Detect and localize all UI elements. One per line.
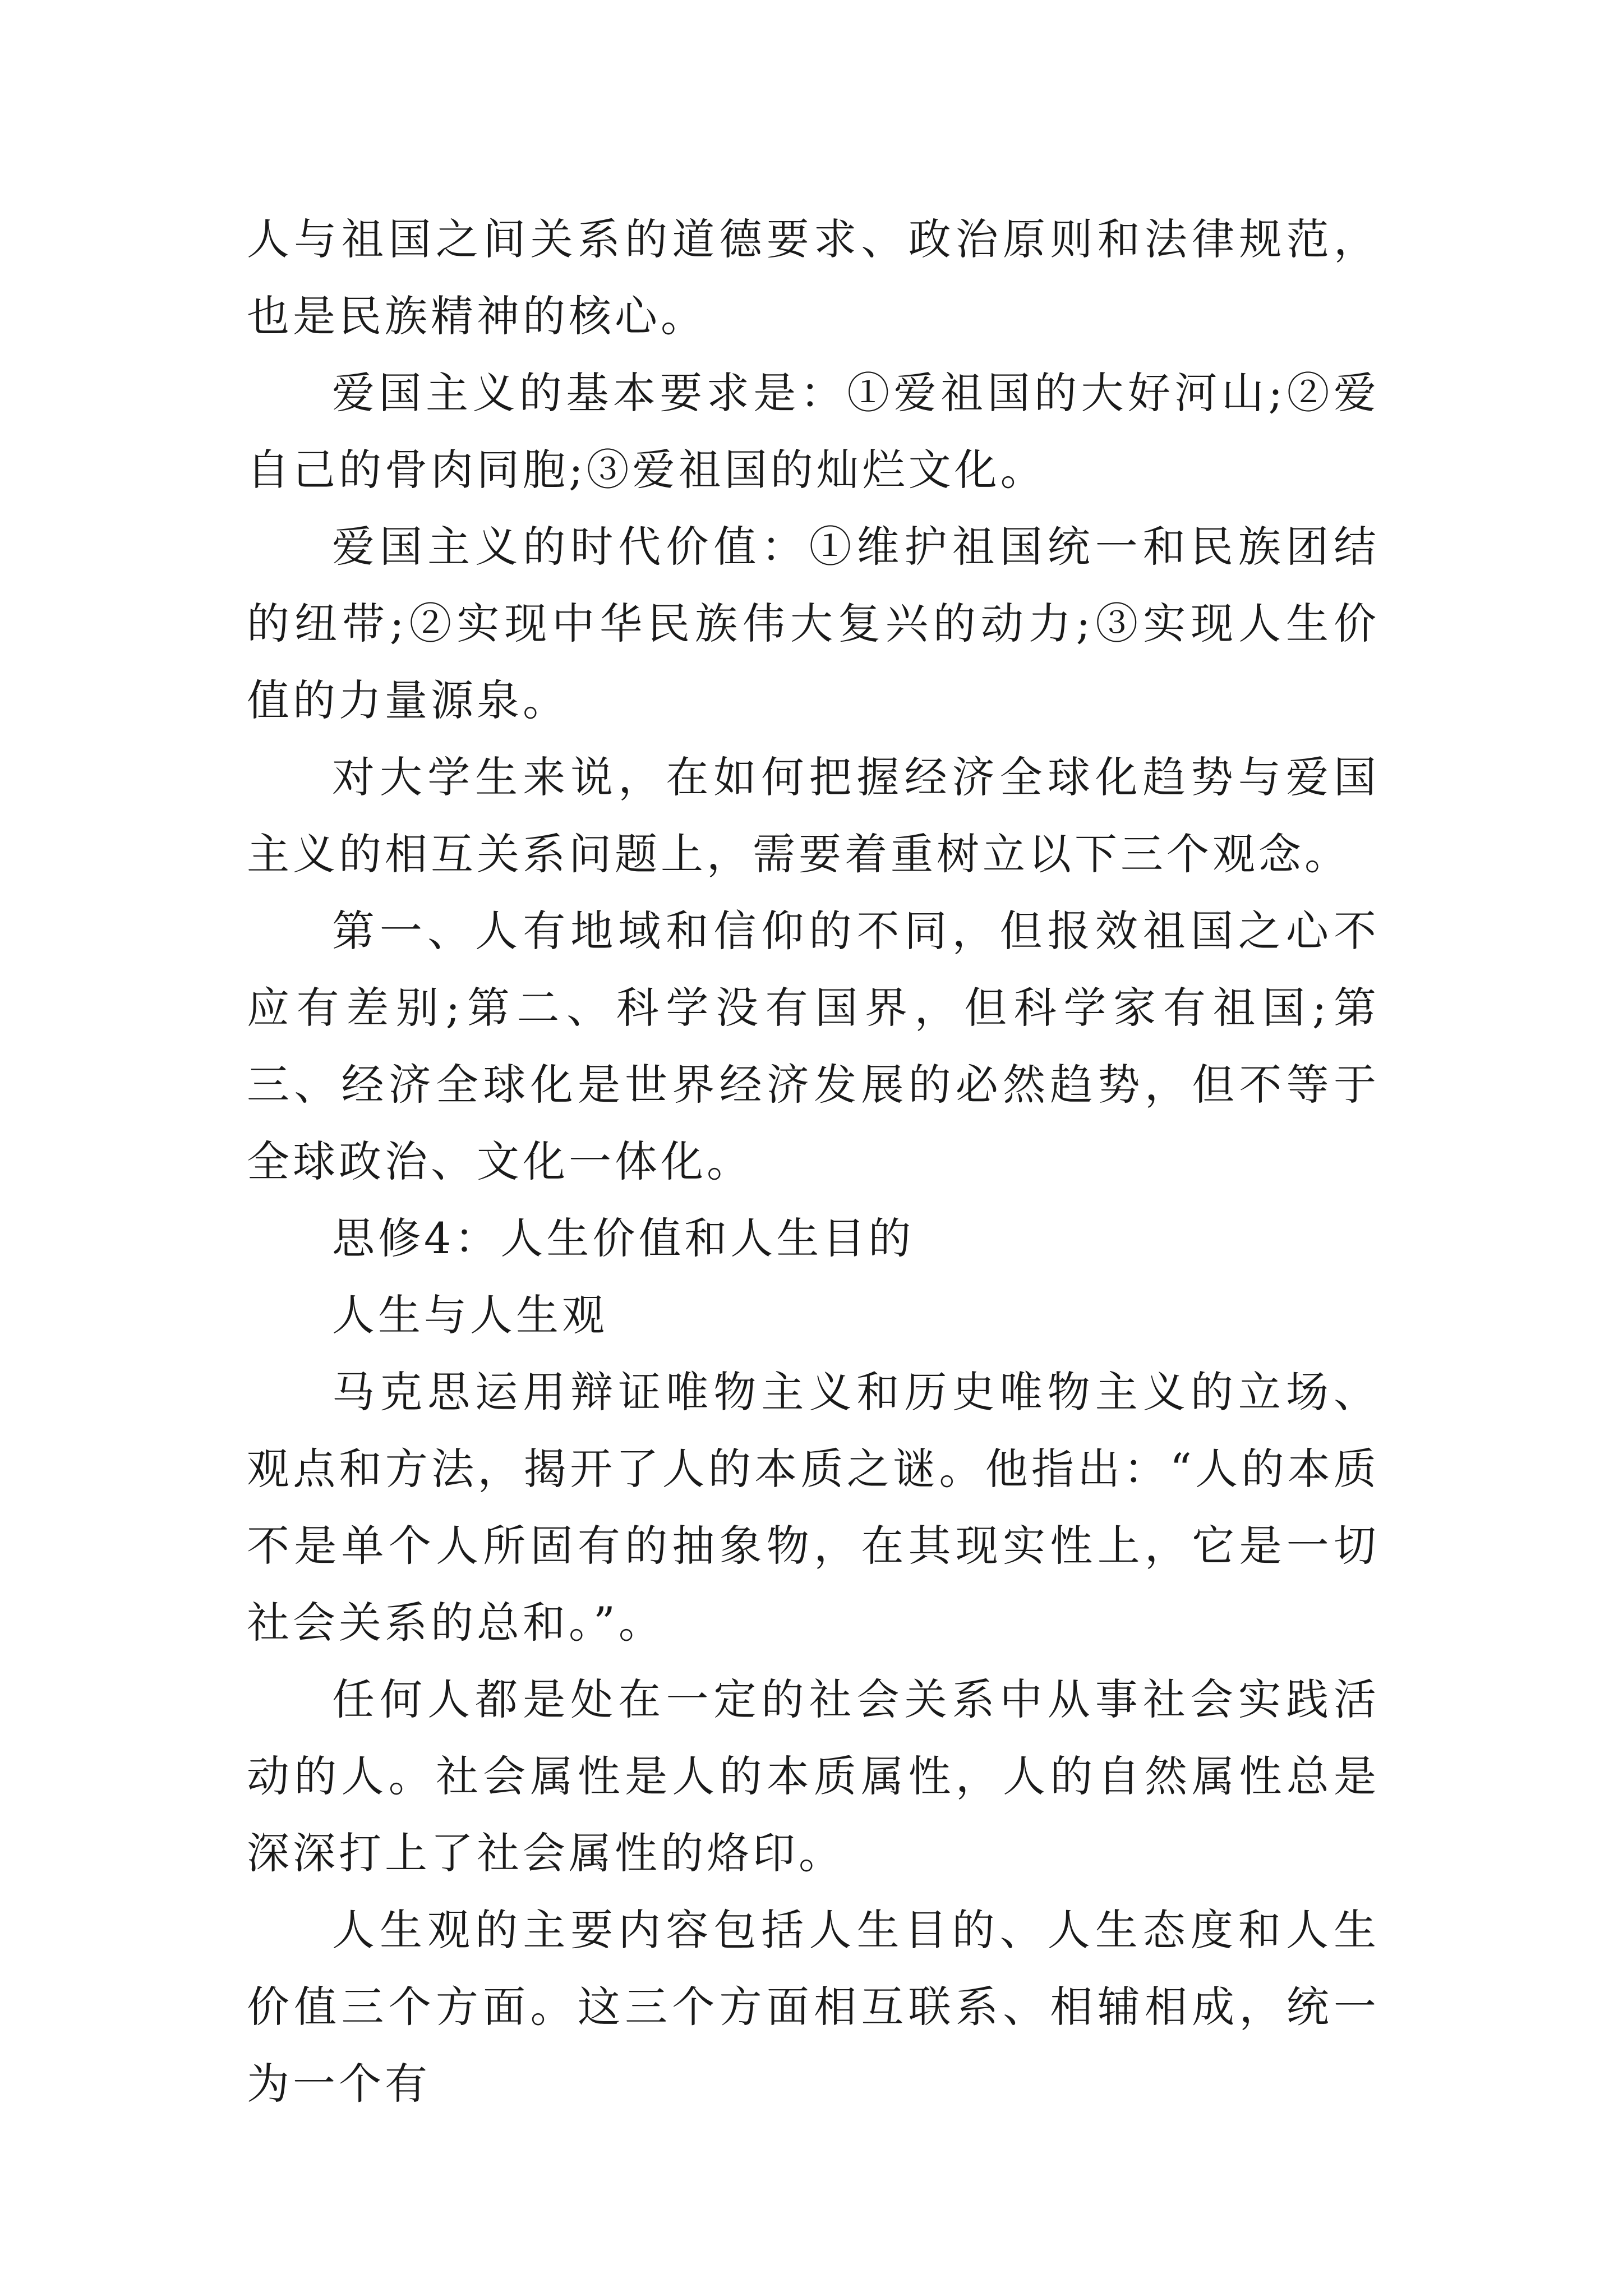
- paragraph: 第一、人有地域和信仰的不同，但报效祖国之心不应有差别;第二、科学没有国界，但科学家有祖国;第三、经济全球化是世界经济发展的必然趋势，但不等于全球政治、文化一体化。: [247, 906, 1380, 1186]
- paragraph: 人生观的主要内容包括人生目的、人生态度和人生价值三个方面。这三个方面相互联系、相辅相成，统一为一个有: [247, 1905, 1380, 2109]
- paragraph: 任何人都是处在一定的社会关系中从事社会实践活动的人。社会属性是人的本质属性，人的自然属性总是深深打上了社会属性的烙印。: [247, 1674, 1380, 1878]
- section-heading: 思修4：人生价值和人生目的: [332, 1213, 915, 1263]
- paragraph: 马克思运用辩证唯物主义和历史唯物主义的立场、观点和方法，揭开了人的本质之谜。他指出：“人的本质不是单个人所固有的抽象物，在其现实性上，它是一切社会关系的总和。”。: [247, 1367, 1380, 1648]
- subsection-heading: 人生与人生观: [332, 1290, 608, 1340]
- paragraph: 爱国主义的时代价值：①维护祖国统一和民族团结的纽带;②实现中华民族伟大复兴的动力;③实现人生价值的力量源泉。: [247, 522, 1380, 725]
- paragraph: 爱国主义的基本要求是：①爱祖国的大好河山;②爱自己的骨肉同胞;③爱祖国的灿烂文化。: [247, 368, 1380, 495]
- paragraph: 对大学生来说，在如何把握经济全球化趋势与爱国主义的相互关系问题上，需要着重树立以下三个观念。: [247, 752, 1380, 879]
- document-body: [247, 201, 1380, 2122]
- paragraph-continuation: 人与祖国之间关系的道德要求、政治原则和法律规范，也是民族精神的核心。: [247, 214, 1380, 341]
